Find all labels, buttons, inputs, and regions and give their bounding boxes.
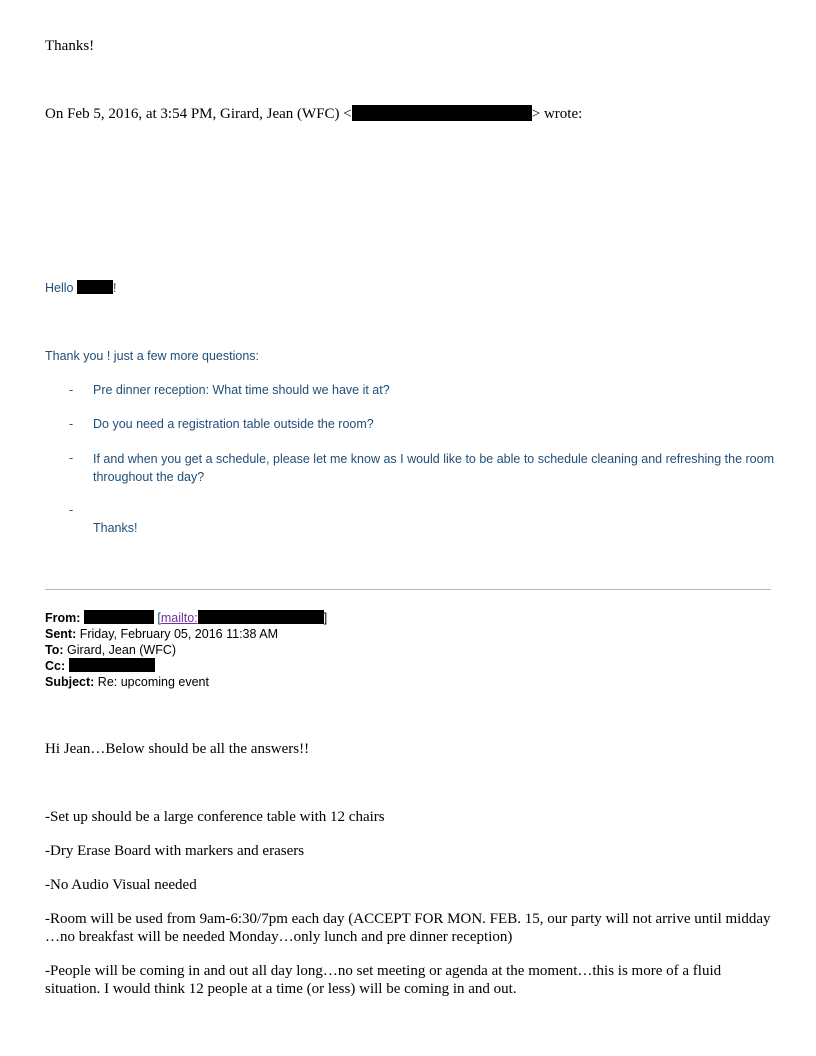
- bullet-dash: -: [69, 383, 74, 397]
- redacted-email: [352, 105, 532, 121]
- body-item: -Dry Erase Board with markers and erasers: [45, 843, 305, 859]
- subject-value: Re: upcoming event: [94, 675, 209, 689]
- to-value: Girard, Jean (WFC): [63, 643, 177, 657]
- mailto-close: ]: [323, 611, 328, 625]
- from-label: From:: [45, 611, 81, 625]
- separator-line: [45, 589, 771, 590]
- subject-label: Subject:: [45, 675, 95, 689]
- redacted-cc: [69, 658, 155, 672]
- reply-header-line: [45, 105, 582, 123]
- cc-line: [45, 658, 155, 674]
- bullet-dash: -: [69, 417, 74, 431]
- body-greeting: Hi Jean…Below should be all the answers!!: [45, 741, 310, 757]
- body-item: -No Audio Visual needed: [45, 877, 197, 893]
- to-line: [45, 642, 176, 658]
- body-item: -People will be coming in and out all day long…no set meeting or agenda at the moment…this is more of a fluid situation. I would think 12 people at a time (or less) will be coming in and out.: [45, 963, 722, 997]
- hello-line: [45, 280, 116, 297]
- redacted-name: [77, 280, 113, 294]
- sent-value: Friday, February 05, 2016 11:38 AM: [76, 627, 278, 641]
- mailto-open: [: [157, 611, 161, 625]
- sent-label: Sent:: [45, 627, 77, 641]
- body-item: -Room will be used from 9am-6:30/7pm each day (ACCEPT FOR MON. FEB. 15, our party will not arrive until midday …no breakfast will be needed Monday…only lunch and pre dinner reception): [45, 911, 771, 945]
- to-label: To:: [45, 643, 64, 657]
- reply-header-prefix: On Feb 5, 2016, at 3:54 PM, Girard, Jean (WFC) <: [45, 106, 352, 122]
- sent-line: [45, 626, 278, 642]
- blue-thanks: Thanks!: [93, 521, 138, 535]
- bullet-text: Do you need a registration table outside the room?: [93, 417, 374, 431]
- body-item: -Set up should be a large conference table with 12 chairs: [45, 809, 385, 825]
- redacted-sender: [84, 610, 154, 624]
- from-line: [45, 610, 327, 626]
- bullet-dash: -: [69, 503, 74, 517]
- reply-header-suffix: > wrote:: [531, 106, 583, 122]
- cc-label: Cc:: [45, 659, 66, 673]
- mailto-link[interactable]: mailto:: [160, 611, 198, 625]
- intro-line: Thank you ! just a few more questions:: [45, 349, 259, 363]
- bullet-text: Pre dinner reception: What time should we have it at?: [93, 383, 390, 397]
- hello-prefix: Hello: [45, 281, 77, 295]
- top-thanks: Thanks!: [45, 38, 95, 54]
- bullet-text: If and when you get a schedule, please let me know as I would like to be able to schedule cleaning and refreshing the room throughout the day?: [93, 452, 774, 484]
- redacted-sender-email: [198, 610, 324, 624]
- hello-suffix: !: [112, 281, 117, 295]
- bullet-dash: -: [69, 451, 74, 465]
- subject-line: [45, 674, 209, 690]
